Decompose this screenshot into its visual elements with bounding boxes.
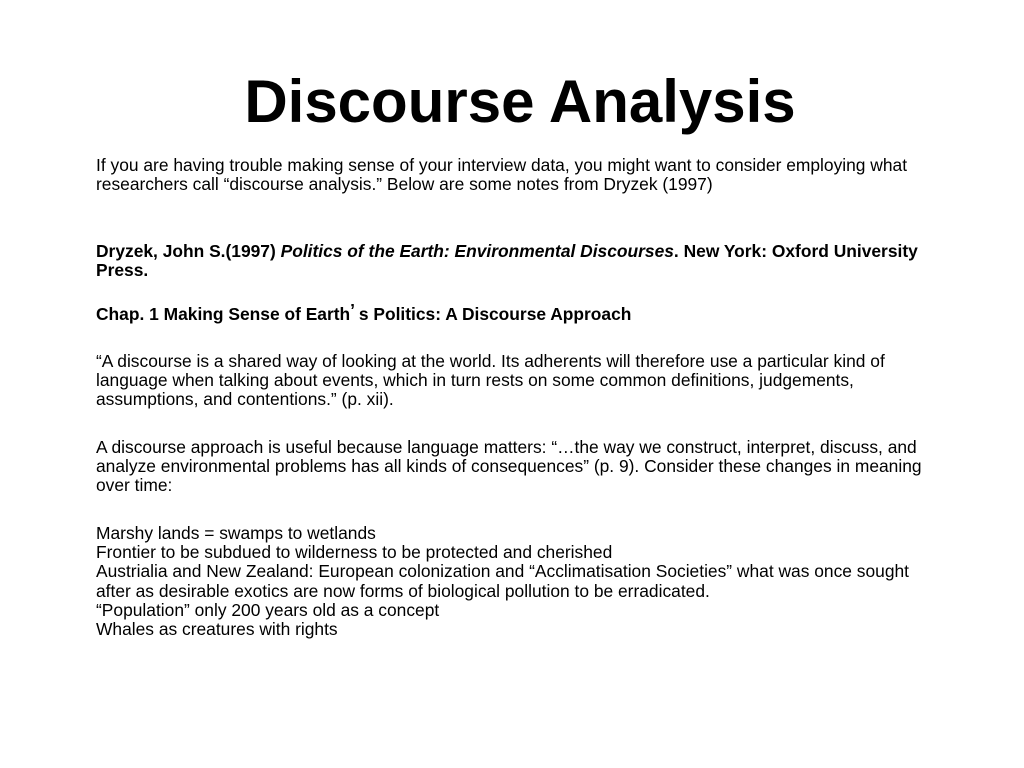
meaning-changes-list [96,524,936,639]
close-quote: ” [583,456,590,477]
list-item-quoted: Population [101,599,184,620]
intro-text-end: Below are some notes from Dryzek (1997) [382,174,713,195]
intro-paragraph [96,156,936,194]
list-item-quoted: Acclimatisation Societies [534,561,727,582]
chapter-heading [96,300,936,324]
citation-paragraph [96,242,936,280]
intro-quoted-term: discourse analysis. [229,174,377,195]
citation-author: Dryzek, John S.(1997) [96,241,281,261]
approach-paragraph [96,438,936,496]
list-item [96,562,936,600]
open-quote: “ [551,437,558,457]
slide-title: Discourse Analysis [244,68,796,135]
close-quote: ” [726,561,733,582]
definition-quote [96,352,936,410]
quote-text: A discourse is a shared way of looking at the world. Its adherents will therefore use a particular kind of language when talking about events, which in turn rests on some common definitions, judgements, assumptions, and contentions. [96,351,885,410]
chapter-text-end: s Politics: A Discourse Approach [354,304,632,324]
citation-publisher: . New York: Oxford University Press. [96,241,918,281]
list-item: Marshy lands = swamps to wetlands [96,523,376,543]
close-quote: ” [330,389,337,410]
approach-text: A discourse approach is useful because language matters: [96,437,552,457]
approach-text-end: (p. 9). Consider these changes in meaning over time: [96,456,922,496]
open-quote: “ [96,351,102,371]
quote-reference: (p. xii). [336,389,394,410]
list-item: Frontier to be subdued to wilderness to be protected and cherished [96,542,613,563]
list-item [96,601,936,620]
close-quote: ” [184,599,190,620]
list-item-text-end: what was once sought after as desirable exotics are now forms of biological pollution to be erradicated. [96,561,910,601]
apostrophe: ’ [350,300,355,320]
list-item-text: Austrialia and New Zealand: European colonization and [96,561,530,582]
list-item-text-end: only 200 years old as a concept [189,599,440,620]
intro-text: If you are having trouble making sense of your interview data, you might want to consider employing what researchers call [96,155,908,195]
approach-quoted: …the way we construct, interpret, discuss, and analyze environmental problems has all kinds of consequences [96,437,917,477]
open-quote: “ [529,561,535,582]
chapter-text: Chap. 1 Making Sense of Earth [96,304,351,324]
citation-book-title: Politics of the Earth: Environmental Discourses [280,241,674,261]
list-item: Whales as creatures with rights [96,619,338,640]
open-quote: “ [96,599,102,620]
open-quote: “ [223,174,230,195]
close-quote: ” [376,174,383,195]
